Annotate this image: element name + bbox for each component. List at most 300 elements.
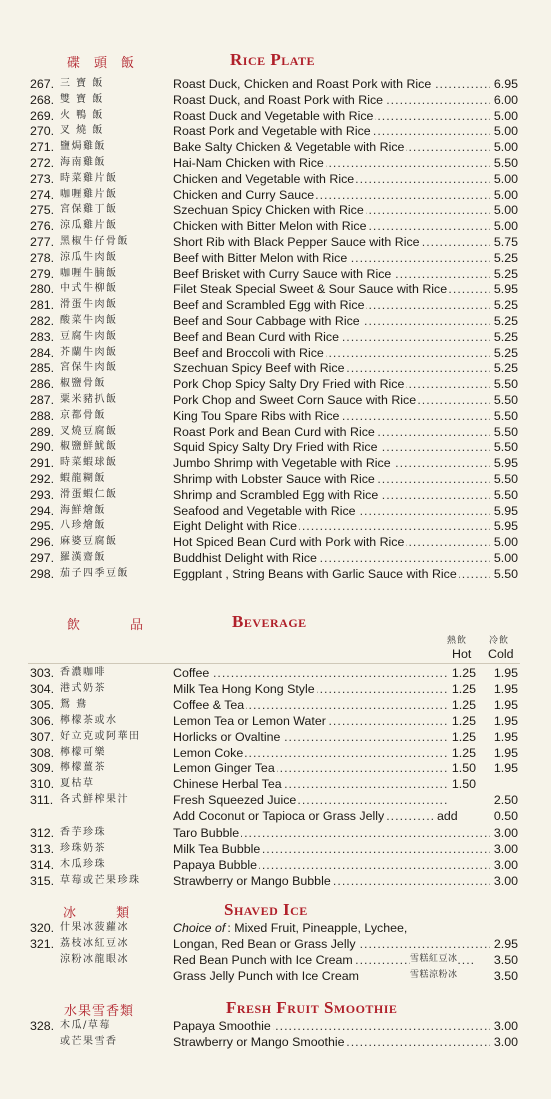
beverage-item-num: 309. bbox=[30, 761, 55, 776]
beverage-item-hot: 1.25 bbox=[451, 729, 476, 744]
rice-item-price: 5.25 bbox=[493, 266, 518, 281]
rice-item-num: 286. bbox=[30, 377, 55, 392]
ice-321-desc: Longan, Red Bean or Grass Jelly ..... bbox=[173, 936, 490, 952]
rice-item-desc-text: Beef and Scrambled Egg with Rice bbox=[173, 298, 365, 313]
rice-item-num: 298. bbox=[30, 566, 55, 581]
rice-item-num: 293. bbox=[30, 487, 55, 502]
smoothie-zh2: 或芒果雪香 bbox=[60, 1036, 118, 1047]
beverage-addon-price: 0.50 bbox=[493, 809, 518, 823]
rice-item-num: 291. bbox=[30, 456, 55, 471]
bubble-item-price: 3.00 bbox=[493, 857, 518, 872]
smoothie-item-2 bbox=[0, 1034, 551, 1050]
rice-item-zh: 宮保雞丁飯 bbox=[60, 204, 118, 216]
rice-item-zh: 海鮮燴飯 bbox=[60, 504, 106, 516]
beverage-item-cold: 1.95 bbox=[493, 666, 518, 680]
rice-item-desc-text: King Tou Spare Ribs with Rice bbox=[173, 408, 340, 423]
beverage-addon-desc: Add Coconut or Tapioca or Grass Jelly ..... bbox=[173, 808, 433, 824]
rice-item-price: 5.50 bbox=[493, 377, 518, 392]
rice-item-desc bbox=[173, 392, 490, 408]
beverage-item-num: 304. bbox=[30, 681, 55, 696]
rice-item-desc bbox=[173, 471, 490, 487]
rice-item-row bbox=[0, 566, 551, 582]
rice-item-zh: 叉燒豆腐飯 bbox=[60, 425, 118, 437]
beverage-item-zh: 各式鮮榨果汁 bbox=[60, 794, 129, 806]
beverage-item-zh: 鴛 鴦 bbox=[60, 698, 88, 710]
rice-item-desc-text: Shrimp and Scrambled Egg with Rice bbox=[173, 487, 379, 502]
rice-item-row bbox=[0, 534, 551, 550]
rice-item-zh: 蝦龍糊飯 bbox=[60, 473, 106, 484]
beverage-item-zh: 香濃咖啡 bbox=[60, 667, 106, 678]
ice-321-zh: 荔枝冰紅豆冰 bbox=[60, 938, 129, 949]
bubble-item-zh: 珍珠奶茶 bbox=[60, 842, 106, 854]
rice-item-price: 5.00 bbox=[493, 535, 518, 550]
beverage-item-hot: 1.50 bbox=[451, 761, 476, 776]
ice-item-320 bbox=[0, 920, 551, 936]
rice-item-row bbox=[0, 329, 551, 345]
rice-item-price: 5.50 bbox=[493, 566, 518, 581]
bubble-item-price: 3.00 bbox=[493, 841, 518, 856]
bubble-item-row bbox=[0, 857, 551, 873]
rice-item-row bbox=[0, 424, 551, 440]
rice-item-desc-text: Roast Duck, and Roast Pork with Rice bbox=[173, 92, 384, 107]
rice-section-header bbox=[0, 50, 551, 74]
rice-item-desc bbox=[173, 123, 490, 139]
rice-item-desc-text: Roast Pork and Bean Curd with Rice bbox=[173, 424, 375, 439]
rice-item-price: 5.25 bbox=[493, 314, 518, 328]
bubble-item-num: 315. bbox=[30, 873, 55, 888]
rice-item-price: 5.95 bbox=[493, 282, 518, 297]
rice-item-row bbox=[0, 455, 551, 471]
bubble-item-num: 312. bbox=[30, 826, 55, 840]
rice-item-row bbox=[0, 171, 551, 187]
rice-item-price: 5.25 bbox=[493, 298, 518, 313]
rice-item-desc-text: Hai-Nam Chicken with Rice bbox=[173, 156, 324, 170]
rice-item-desc bbox=[173, 345, 490, 361]
bubble-item-desc-text: Taro Bubble bbox=[173, 826, 240, 840]
bubble-item-zh: 草莓或芒果珍珠 bbox=[60, 874, 141, 886]
rice-item-zh: 咖喱雞片飯 bbox=[60, 188, 118, 200]
rice-item-row bbox=[0, 123, 551, 139]
rice-item-zh: 滑蛋蝦仁飯 bbox=[60, 488, 118, 500]
bubble-item-desc bbox=[173, 841, 490, 857]
rice-item-row bbox=[0, 503, 551, 519]
rice-item-desc-text: Short Rib with Black Pepper Sauce with Rice bbox=[173, 235, 420, 249]
rice-item-row bbox=[0, 313, 551, 329]
rice-item-zh: 火 鴨 飯 bbox=[60, 109, 104, 121]
beverage-item-cold: 1.95 bbox=[493, 761, 518, 776]
beverage-item-num: 310. bbox=[30, 777, 55, 792]
rice-item-zh: 涼瓜牛肉飯 bbox=[60, 251, 118, 263]
rice-item-row bbox=[0, 439, 551, 455]
beverage-item-num: 305. bbox=[30, 697, 55, 712]
rice-item-desc bbox=[173, 218, 490, 234]
beverage-item-desc bbox=[173, 713, 447, 729]
rice-item-zh: 豆腐牛肉飯 bbox=[60, 330, 118, 342]
ice-grass-price: 3.50 bbox=[493, 969, 518, 983]
rice-item-price: 5.25 bbox=[493, 329, 518, 344]
rice-item-price: 5.25 bbox=[493, 361, 518, 376]
rice-item-price: 5.00 bbox=[493, 108, 518, 123]
bubble-item-price: 3.00 bbox=[493, 826, 518, 840]
beverage-item-desc bbox=[173, 681, 447, 697]
rice-item-desc bbox=[173, 202, 490, 218]
rice-item-desc bbox=[173, 408, 490, 424]
rice-item-zh: 中式牛柳飯 bbox=[60, 283, 118, 295]
rice-item-desc bbox=[173, 92, 490, 108]
bubble-item-num: 313. bbox=[30, 841, 55, 856]
beverage-item-desc-text: Chinese Herbal Tea bbox=[173, 777, 282, 792]
rice-item-row bbox=[0, 360, 551, 376]
beverage-item-cold: 1.95 bbox=[493, 713, 518, 728]
rice-item-desc-text: Beef and Sour Cabbage with Rice bbox=[173, 314, 360, 328]
rice-item-row bbox=[0, 518, 551, 534]
rice-item-zh: 叉 燒 飯 bbox=[60, 125, 104, 137]
rice-item-desc bbox=[173, 76, 490, 92]
rice-item-desc bbox=[173, 518, 490, 534]
bubble-item-desc bbox=[173, 857, 490, 873]
beverage-item-num: 306. bbox=[30, 713, 55, 728]
rice-item-zh: 京都骨飯 bbox=[60, 409, 106, 421]
rice-item-row bbox=[0, 202, 551, 218]
beverage-item-desc-text: Milk Tea Hong Kong Style bbox=[173, 681, 315, 696]
beverage-item-zh: 港式奶茶 bbox=[60, 682, 106, 694]
beverage-item-cold: 1.95 bbox=[493, 681, 518, 696]
rice-section-title: Rice Plate bbox=[230, 50, 316, 69]
rice-item-desc bbox=[173, 281, 490, 297]
beverage-section-title: Beverage bbox=[232, 612, 307, 631]
smoothie-item-1 bbox=[0, 1018, 551, 1034]
rice-item-row bbox=[0, 297, 551, 313]
rice-item-zh: 芥蘭牛肉飯 bbox=[60, 346, 118, 358]
cold-column-label: Cold bbox=[488, 647, 514, 661]
beverage-item-row bbox=[0, 729, 551, 745]
hot-column-zh: 熱飲 bbox=[447, 636, 468, 646]
beverage-item-zh: 檸檬可樂 bbox=[60, 746, 106, 758]
rice-item-num: 270. bbox=[30, 124, 55, 139]
bubble-item-price: 3.00 bbox=[493, 873, 518, 888]
rice-item-row bbox=[0, 155, 551, 171]
beverage-item-desc-text: Coffee bbox=[173, 666, 210, 680]
rice-item-zh: 椒鹽骨飯 bbox=[60, 378, 106, 390]
cold-column-zh: 冷飲 bbox=[489, 636, 510, 646]
beverage-item-hot: 1.25 bbox=[451, 681, 476, 696]
bubble-item-zh: 香芋珍珠 bbox=[60, 827, 106, 838]
rice-item-num: 283. bbox=[30, 329, 55, 344]
ice-section-title: Shaved Ice bbox=[224, 900, 308, 919]
rice-item-zh: 雙 寶 飯 bbox=[60, 93, 104, 105]
rice-item-num: 281. bbox=[30, 298, 55, 313]
smoothie-item1-desc: Papaya Smoothie ..... bbox=[173, 1018, 490, 1034]
beverage-item-cold: 1.95 bbox=[493, 697, 518, 712]
rice-item-zh: 滑蛋牛肉飯 bbox=[60, 299, 118, 311]
rice-item-row bbox=[0, 76, 551, 92]
beverage-item-desc-text: Coffee & Tea bbox=[173, 697, 245, 712]
ice-red-bean-zh: 雪糕紅豆冰 bbox=[410, 951, 458, 964]
beverage-item-num: 307. bbox=[30, 729, 55, 744]
beverage-item-zh: 好立克或阿華田 bbox=[60, 730, 141, 742]
rice-item-zh: 三 寶 飯 bbox=[60, 78, 104, 89]
bubble-item-row bbox=[0, 841, 551, 857]
rice-item-num: 268. bbox=[30, 92, 55, 107]
rice-item-desc-text: Chicken with Bitter Melon with Rice bbox=[173, 219, 367, 234]
bubble-item-desc bbox=[173, 825, 490, 841]
rice-item-zh: 海南雞飯 bbox=[60, 157, 106, 168]
ice-grass-zh: 雪糕涼粉冰 bbox=[410, 967, 458, 980]
beverage-item-desc-text: Horlicks or Ovaltine bbox=[173, 729, 281, 744]
rice-item-num: 272. bbox=[30, 156, 55, 170]
rice-item-row bbox=[0, 281, 551, 297]
bubble-item-desc-text: Milk Tea Bubble bbox=[173, 841, 261, 856]
bubble-item-zh: 木瓜珍珠 bbox=[60, 858, 106, 870]
rice-item-price: 5.50 bbox=[493, 472, 518, 486]
rice-item-desc-text: Squid Spicy Salty Dry Fried with Rice bbox=[173, 440, 378, 455]
rice-item-num: 292. bbox=[30, 472, 55, 486]
rice-item-num: 271. bbox=[30, 140, 55, 155]
beverage-item-row bbox=[0, 681, 551, 697]
rice-item-desc bbox=[173, 376, 490, 392]
rice-item-desc-text: Beef Brisket with Curry Sauce with Rice bbox=[173, 266, 392, 281]
rice-item-desc-text: Bake Salty Chicken & Vegetable with Rice bbox=[173, 140, 405, 155]
rice-item-price: 6.00 bbox=[493, 92, 518, 107]
rice-item-price: 5.50 bbox=[493, 156, 518, 170]
beverage-item-desc-text: Lemon Coke bbox=[173, 745, 244, 760]
rice-item-desc bbox=[173, 155, 490, 171]
rice-item-price: 5.50 bbox=[493, 487, 518, 502]
rice-item-zh: 時菜雞片飯 bbox=[60, 172, 118, 184]
rice-item-num: 273. bbox=[30, 171, 55, 186]
rice-item-desc bbox=[173, 566, 490, 582]
rice-item-price: 5.95 bbox=[493, 503, 518, 518]
ice-321-num: 321. bbox=[30, 937, 55, 951]
rice-item-desc bbox=[173, 534, 490, 550]
beverage-item-hot: 1.25 bbox=[451, 713, 476, 728]
rice-item-price: 5.00 bbox=[493, 219, 518, 234]
smoothie-num: 328. bbox=[30, 1019, 55, 1033]
rice-item-desc bbox=[173, 439, 490, 455]
rice-item-num: 295. bbox=[30, 519, 55, 534]
rice-item-num: 267. bbox=[30, 77, 55, 91]
rice-item-num: 285. bbox=[30, 361, 55, 376]
ice-red-bean-row bbox=[0, 952, 551, 968]
rice-item-zh: 酸菜牛肉飯 bbox=[60, 315, 118, 326]
beverage-item-row bbox=[0, 665, 551, 681]
beverage-item-row bbox=[0, 713, 551, 729]
ice-red-bean-desc: Red Bean Punch with Ice Cream ..... bbox=[173, 952, 473, 968]
bubble-item-desc bbox=[173, 873, 490, 889]
beverage-item-desc bbox=[173, 745, 447, 761]
beverage-item-hot: 1.25 bbox=[451, 697, 476, 712]
rice-item-desc-text: Beef with Bitter Melon with Rice bbox=[173, 250, 348, 265]
rice-item-desc-text: Eggplant , String Beans with Garlic Sauce with Rice bbox=[173, 566, 457, 581]
beverage-item-desc bbox=[173, 792, 447, 808]
rice-item-desc-text: Jumbo Shrimp with Vegetable with Rice bbox=[173, 456, 391, 471]
rice-item-desc-text: Seafood and Vegetable with Rice bbox=[173, 503, 356, 518]
beverage-item-row bbox=[0, 760, 551, 776]
rice-item-desc bbox=[173, 313, 490, 329]
rice-item-num: 287. bbox=[30, 393, 55, 407]
rice-item-zh: 涼瓜雞片飯 bbox=[60, 220, 118, 232]
beverage-item-zh: 檸檬茶或水 bbox=[60, 714, 118, 726]
rice-item-desc-text: Buddhist Delight with Rice bbox=[173, 551, 317, 565]
smoothie-zh1: 木瓜/草莓 bbox=[60, 1020, 111, 1031]
rice-item-desc bbox=[173, 171, 490, 187]
rice-item-desc bbox=[173, 487, 490, 503]
rice-item-num: 282. bbox=[30, 314, 55, 328]
rice-item-desc-text: Roast Duck and Vegetable with Rice bbox=[173, 108, 374, 123]
rice-item-num: 275. bbox=[30, 203, 55, 218]
smoothie-section-zh: 水果雪香類 bbox=[64, 1004, 135, 1019]
rice-item-price: 5.25 bbox=[493, 345, 518, 360]
rice-item-num: 284. bbox=[30, 345, 55, 360]
ice-choice-text: Choice of : Mixed Fruit, Pineapple, Lychee, bbox=[173, 921, 408, 935]
rice-item-price: 5.00 bbox=[493, 124, 518, 139]
beverage-item-cold: 1.95 bbox=[493, 745, 518, 760]
rice-item-price: 5.50 bbox=[493, 408, 518, 423]
rice-item-num: 294. bbox=[30, 503, 55, 518]
rice-item-row bbox=[0, 250, 551, 266]
rice-item-desc-text: Chicken and Curry Sauce bbox=[173, 187, 315, 202]
beverage-item-hot: 1.25 bbox=[451, 666, 476, 680]
rice-item-desc-text: Beef and Bean Curd with Rice bbox=[173, 329, 339, 344]
rice-item-zh: 椒鹽鮮魷飯 bbox=[60, 441, 118, 453]
rice-item-num: 274. bbox=[30, 187, 55, 202]
ice-red-bean-price: 3.50 bbox=[493, 953, 518, 967]
rice-item-num: 279. bbox=[30, 266, 55, 281]
rice-item-desc-text: Roast Pork and Vegetable with Rice bbox=[173, 124, 371, 139]
rice-item-price: 5.95 bbox=[493, 456, 518, 471]
rice-item-row bbox=[0, 218, 551, 234]
rice-item-desc-text: Chicken and Vegetable with Rice bbox=[173, 171, 355, 186]
rice-item-price: 5.25 bbox=[493, 250, 518, 265]
beverage-item-hot: 1.25 bbox=[451, 745, 476, 760]
ice-extra-zh: 涼粉冰龍眼冰 bbox=[60, 954, 129, 965]
rice-item-row bbox=[0, 187, 551, 203]
hot-column-label: Hot bbox=[452, 647, 472, 661]
rice-item-desc-text: Szechuan Spicy Chicken with Rice bbox=[173, 203, 364, 218]
ice-section-zh: 冰 類 bbox=[63, 906, 148, 921]
rice-item-desc bbox=[173, 503, 490, 519]
ice-320-num: 320. bbox=[30, 921, 55, 935]
beverage-item-zh: 檸檬薑茶 bbox=[60, 762, 106, 774]
smoothie-item2-desc: Strawberry or Mango Smoothie ..... bbox=[173, 1034, 490, 1050]
rice-item-row bbox=[0, 234, 551, 250]
beverage-item-zh: 夏枯草 bbox=[60, 778, 95, 790]
rice-item-zh: 羅漢齋飯 bbox=[60, 552, 106, 563]
rice-item-price: 6.95 bbox=[493, 77, 518, 91]
rice-item-zh: 咖喱牛腩飯 bbox=[60, 267, 118, 279]
rice-item-desc bbox=[173, 266, 490, 282]
rice-item-row bbox=[0, 266, 551, 282]
rice-item-price: 5.00 bbox=[493, 187, 518, 202]
rice-item-zh: 八珍燴飯 bbox=[60, 520, 106, 532]
rice-item-num: 277. bbox=[30, 235, 55, 249]
beverage-item-desc-text: Lemon Ginger Tea bbox=[173, 761, 275, 776]
rice-item-desc bbox=[173, 234, 490, 250]
rice-item-zh: 麻婆豆腐飯 bbox=[60, 536, 118, 548]
rice-item-price: 5.50 bbox=[493, 393, 518, 407]
rice-item-row bbox=[0, 550, 551, 566]
rice-item-num: 289. bbox=[30, 424, 55, 439]
beverage-addon-row bbox=[0, 808, 551, 824]
rice-item-desc-text: Pork Chop and Sweet Corn Sauce with Rice bbox=[173, 393, 417, 407]
rice-item-desc-text: Shrimp with Lobster Sauce with Rice bbox=[173, 472, 375, 486]
rice-item-desc bbox=[173, 360, 490, 376]
rice-item-price: 5.75 bbox=[493, 235, 518, 249]
beverage-section-header bbox=[0, 612, 551, 636]
rice-item-desc-text: Beef and Broccoli with Rice bbox=[173, 345, 324, 360]
beverage-item-row bbox=[0, 792, 551, 808]
ice-321-price: 2.95 bbox=[493, 937, 518, 951]
rice-item-desc-text: Pork Chop Spicy Salty Dry Fried with Rice bbox=[173, 377, 405, 392]
rice-item-price: 5.50 bbox=[493, 440, 518, 455]
rice-item-row bbox=[0, 408, 551, 424]
rice-item-price: 5.00 bbox=[493, 140, 518, 155]
rice-item-num: 296. bbox=[30, 535, 55, 550]
rice-item-row bbox=[0, 139, 551, 155]
ice-grass-row bbox=[0, 968, 551, 984]
beverage-item-num: 303. bbox=[30, 666, 55, 680]
rice-item-desc bbox=[173, 108, 490, 124]
beverage-item-cold: 2.50 bbox=[493, 793, 518, 808]
rice-item-row bbox=[0, 92, 551, 108]
beverage-item-row bbox=[0, 697, 551, 713]
beverage-item-cold: 1.95 bbox=[493, 729, 518, 744]
beverage-item-desc bbox=[173, 697, 447, 713]
smoothie-price1: 3.00 bbox=[493, 1019, 518, 1033]
bubble-item-row bbox=[0, 873, 551, 889]
rice-item-num: 288. bbox=[30, 408, 55, 423]
rice-item-desc-text: Hot Spiced Bean Curd with Pork with Rice bbox=[173, 535, 405, 550]
smoothie-section-title: Fresh Fruit Smoothie bbox=[226, 998, 398, 1017]
rice-item-zh: 宮保牛肉飯 bbox=[60, 362, 118, 374]
bubble-item-row bbox=[0, 825, 551, 841]
rice-item-price: 5.00 bbox=[493, 203, 518, 218]
beverage-item-num: 311. bbox=[30, 793, 54, 808]
smoothie-price2: 3.00 bbox=[493, 1035, 518, 1049]
ice-item-321 bbox=[0, 936, 551, 952]
ice-grass-desc: Grass Jelly Punch with Ice Cream bbox=[173, 969, 359, 983]
rice-item-desc bbox=[173, 329, 490, 345]
beverage-item-num: 308. bbox=[30, 745, 55, 760]
rice-item-desc-text: Szechuan Spicy Beef with Rice bbox=[173, 361, 345, 376]
rice-item-zh: 鹽焗雞飯 bbox=[60, 141, 106, 153]
beverage-addon-add: add bbox=[437, 809, 458, 823]
rice-item-row bbox=[0, 108, 551, 124]
beverage-section-zh: 飲品 bbox=[67, 618, 194, 633]
bubble-item-desc-text: Papaya Bubble bbox=[173, 857, 258, 872]
rice-item-row bbox=[0, 345, 551, 361]
beverage-item-desc-text: Lemon Tea or Lemon Water bbox=[173, 713, 326, 728]
rice-item-row bbox=[0, 471, 551, 487]
beverage-item-desc bbox=[173, 776, 447, 792]
rice-item-zh: 茄子四季豆飯 bbox=[60, 567, 129, 579]
rice-item-num: 297. bbox=[30, 551, 55, 565]
rice-item-row bbox=[0, 376, 551, 392]
rice-item-desc bbox=[173, 139, 490, 155]
rice-item-num: 280. bbox=[30, 282, 55, 297]
rice-item-price: 5.00 bbox=[493, 551, 518, 565]
beverage-item-desc bbox=[173, 665, 447, 681]
rice-item-num: 269. bbox=[30, 108, 55, 123]
rice-item-zh: 粟米豬扒飯 bbox=[60, 394, 118, 405]
beverage-divider bbox=[28, 663, 520, 664]
rice-item-desc bbox=[173, 455, 490, 471]
beverage-item-desc bbox=[173, 729, 447, 745]
rice-item-desc bbox=[173, 250, 490, 266]
ice-320-zh: 什果冰菠蘿冰 bbox=[60, 922, 129, 933]
rice-item-desc bbox=[173, 297, 490, 313]
rice-item-zh: 黑椒牛仔骨飯 bbox=[60, 236, 129, 247]
